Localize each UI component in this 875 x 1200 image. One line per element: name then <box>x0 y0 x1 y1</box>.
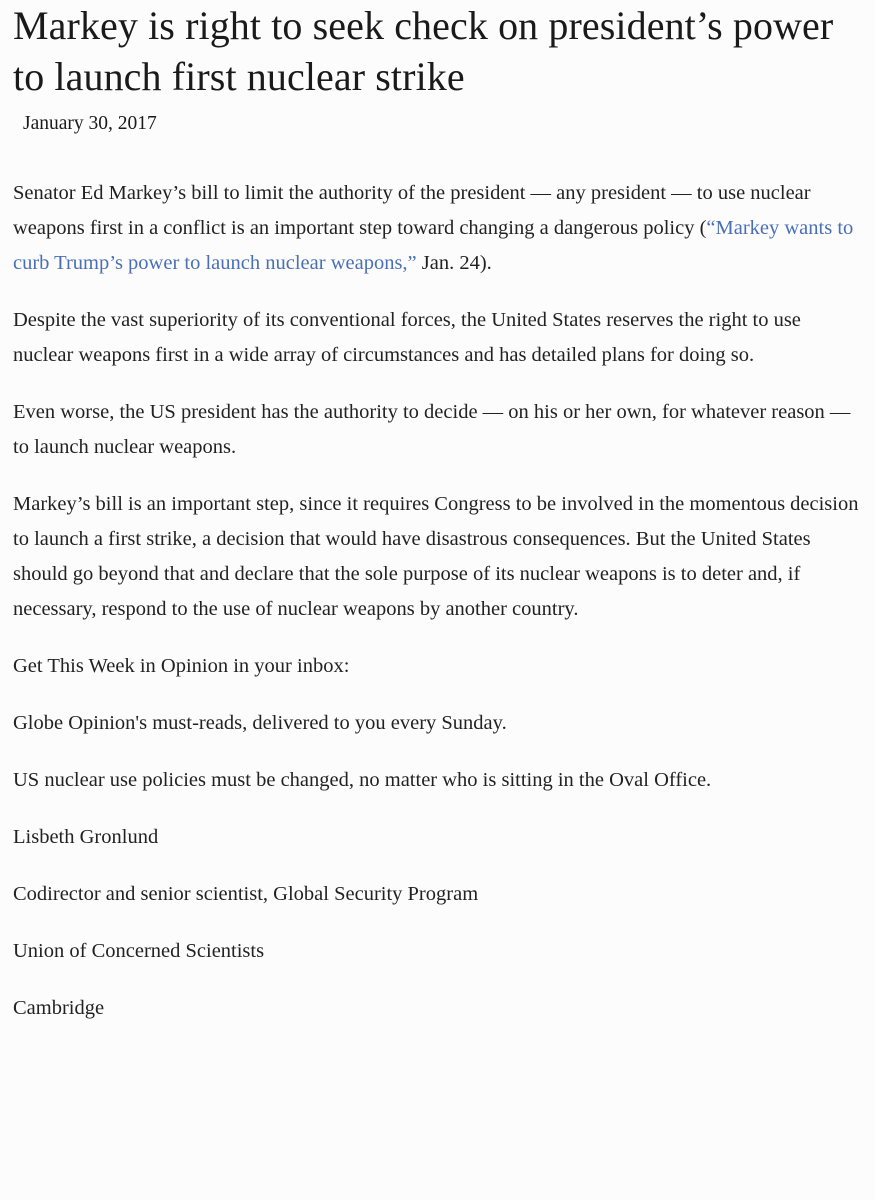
related-article-link[interactable]: “Markey wants to curb Trump’s power to launch nuclear weapons,” <box>13 217 854 274</box>
newsletter-title: Get This Week in Opinion in your inbox: <box>13 655 350 677</box>
author-organization: Union of Concerned Scientists <box>13 940 265 962</box>
paragraph-4: Markey’s bill is an important step, since it requires Congress to be involved in the momentous decision to launch a first strike, a decision that would have disastrous consequences. But the United States should go beyond that and declare that the sole purpose of its nuclear weapons is to deter and, if necessary, respond to the use of nuclear weapons by another country. <box>13 493 859 620</box>
paragraph-3: Even worse, the US president has the authority to decide — on his or her own, for whatever reason — to launch nuclear weapons. <box>13 401 851 458</box>
article <box>13 0 863 1048</box>
paragraph-1-tail: Jan. 24). <box>416 252 492 274</box>
paragraph-2: Despite the vast superiority of its conventional forces, the United States reserves the right to use nuclear weapons first in a wide array of circumstances and has detailed plans for doing so. <box>13 309 801 366</box>
headline: Markey is right to seek check on president’s power to launch first nuclear strike <box>13 3 834 99</box>
publish-date: January 30, 2017 <box>23 113 157 134</box>
paragraph-1-lead: Senator Ed Markey’s bill to limit the authority of the president — any president — to use nuclear weapons first in a conflict is an important step toward changing a dangerous policy ( <box>13 182 811 239</box>
author-name: Lisbeth Gronlund <box>13 826 159 848</box>
article-body <box>13 176 863 1026</box>
newsletter-description: Globe Opinion's must-reads, delivered to you every Sunday. <box>13 712 507 734</box>
paragraph-1 <box>13 176 863 281</box>
author-location: Cambridge <box>13 997 105 1019</box>
author-title: Codirector and senior scientist, Global Security Program <box>13 883 479 905</box>
paragraph-5: US nuclear use policies must be changed, no matter who is sitting in the Oval Office. <box>13 769 712 791</box>
